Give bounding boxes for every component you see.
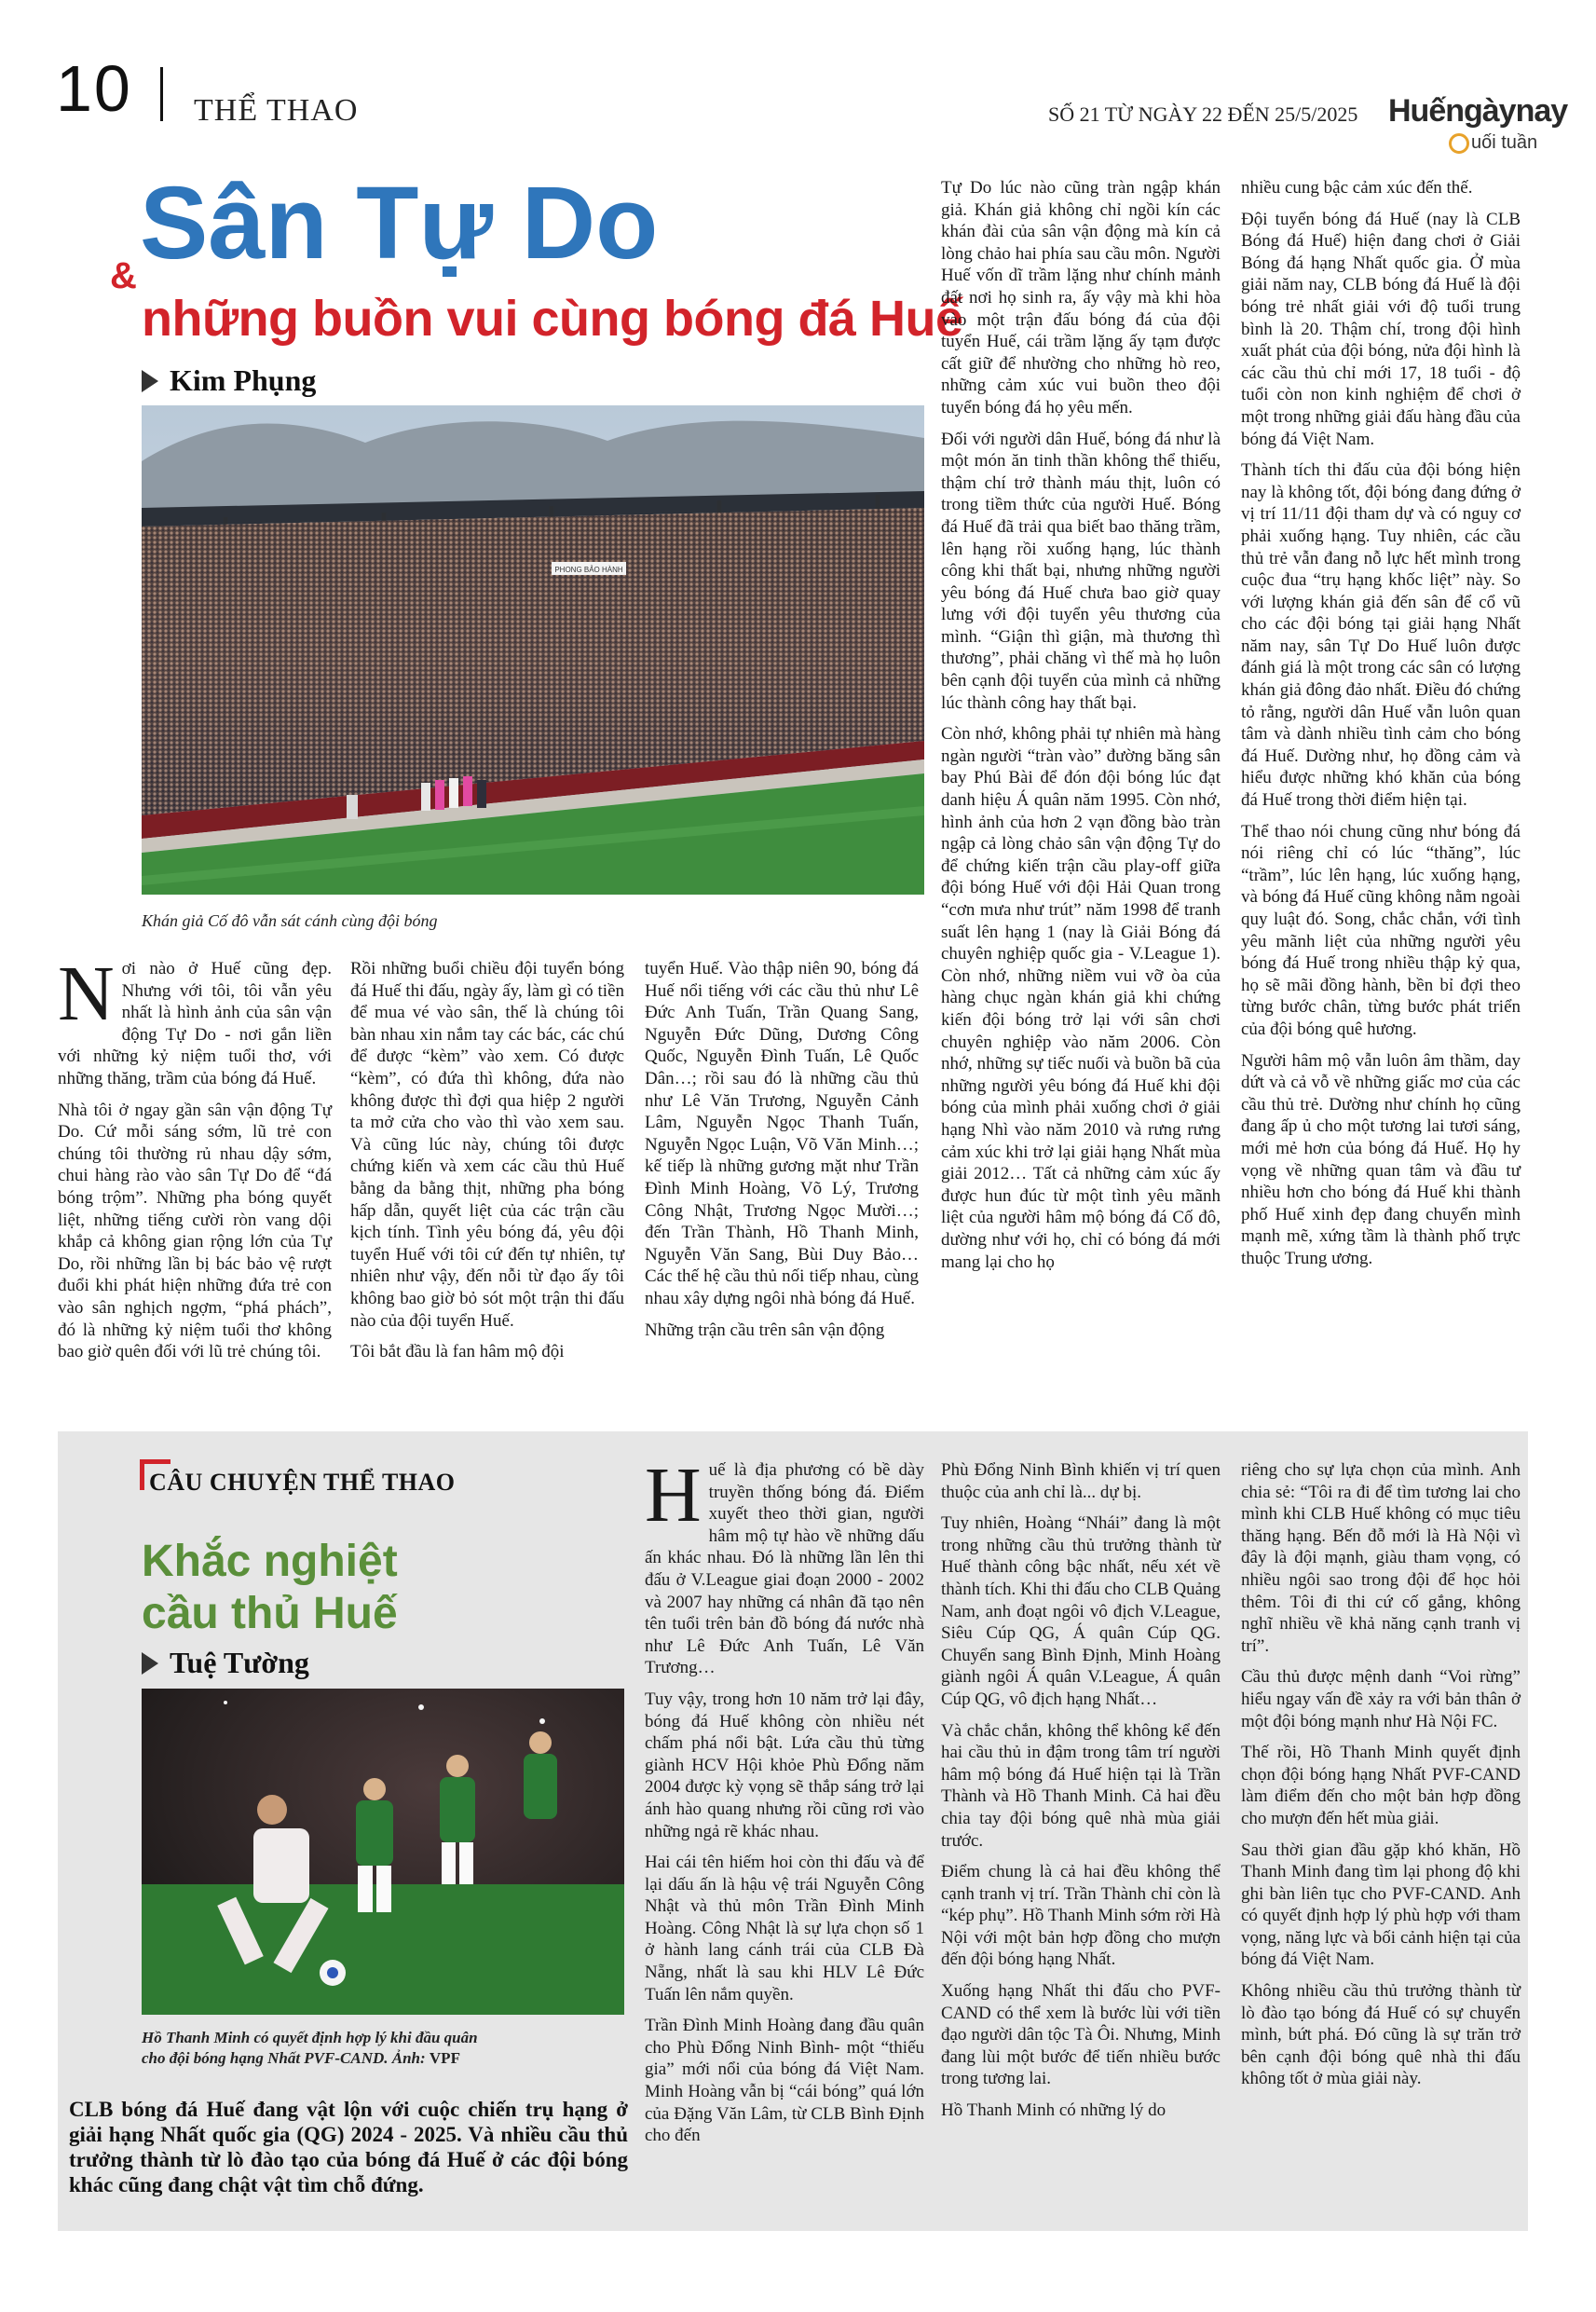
story-title-line-2: cầu thủ Huế — [142, 1589, 398, 1638]
paragraph: Tuy vậy, trong hơn 10 năm trở lại đây, bóng đá Huế không còn nhiều nét chấm phá nổi bật. Lứa cầu thủ từng giành HCV Hội khỏe Phù Đổng năm 2004 được kỳ vọng sẽ thắp sáng trở lại ánh hào quang nhưng rồi cũng rơi vào những ngả rẽ khác nhau. — [645, 1689, 924, 1841]
paragraph: ơi nào ở Huế cũng đẹp. Nhưng với tôi, tôi vẫn yêu nhất là hình ảnh của sân vận động Tự Do - nơi gắn liền với những kỷ niệm tuổi thơ, với những thăng, trầm của bóng đá Huế. — [58, 959, 332, 1088]
paragraph: Thể thao nói chung cũng như bóng đá nói riêng chỉ có lúc “thăng”, lúc “trầm”, lúc lên hạng, lúc xuống hạng, và bóng đá Huế cũng không nằm ngoài quy luật đó. Song, chắc chắn, với tình yêu mãnh liệt của những người yêu bóng đá Huế trong nhiều thập kỷ qua, họ sẽ mãi đồng hành, bền bỉ đợi theo từng bước chân, từng bước phát triển của đội bóng quê hương. — [1241, 821, 1521, 1039]
paragraph: Điểm chung là cả hai đều không thể cạnh tranh vị trí. Trần Thành chỉ còn là “kép phụ”. Hồ Thanh Minh sớm rời Hà Nội với một bản hợp đồng cho mượn đến đội bóng hạng Nhất. — [941, 1862, 1221, 1970]
story-lead: CLB bóng đá Huế đang vật lộn với cuộc chiến trụ hạng ở giải hạng Nhất quốc gia (QG) 2024 - 2025. Và nhiều cầu thủ trưởng thành từ lò đào tạo của bóng đá Huế ở các đội bóng khác cũng đang chật vật tìm chỗ đứng. — [69, 2098, 628, 2196]
drop-cap: H — [645, 1452, 702, 1539]
article1-column-2 — [350, 958, 624, 1373]
article-subtitle: những buồn vui cùng bóng đá Huế — [142, 291, 963, 347]
masthead-logo-sub — [1449, 132, 1537, 154]
article1-column-5 — [1241, 177, 1521, 1279]
masthead-logo: Huếngàynay — [1388, 93, 1568, 129]
story-byline — [142, 1646, 309, 1680]
paragraph: Và chắc chắn, không thể không kể đến hai cầu thủ in đậm trong tâm trí người hâm mộ bóng đá Huế hiện tại là Trần Thành và Hồ Thanh Minh. Cả hai đều chia tay đội bóng quê nhà mùa giải trước. — [941, 1720, 1221, 1851]
section-title: THỂ THAO — [194, 93, 359, 128]
header-divider — [160, 67, 163, 121]
story-title-line-1: Khắc nghiệt — [142, 1537, 398, 1586]
article1-column-3 — [645, 958, 919, 1350]
caption-line-2-text: cho đội bóng hạng Nhất PVF-CAND. Ảnh: — [142, 2049, 430, 2067]
title-ampersand: & — [110, 255, 137, 296]
story-title — [142, 1536, 398, 1640]
play-triangle-icon — [142, 370, 158, 392]
paragraph: Người hâm mộ vẫn luôn âm thầm, day dứt và cả vỗ về những giấc mơ của các cầu thủ trẻ. Dường như chính họ cũng đang ấp ủ cho một tương lai tươi sáng, mới mẻ hơn của bóng đá Huế. Họ hy vọng về những quan tâm và đầu tư nhiều hơn cho bóng đá Huế khi thành phố Huế xinh đẹp đang chuyển mình mạnh mẽ, xứng tầm là thành phố trực thuộc Trung ương. — [1241, 1050, 1521, 1268]
article1-column-4 — [941, 177, 1221, 1282]
paragraph: Những trận cầu trên sân vận động — [645, 1320, 885, 1340]
paragraph: Thế rồi, Hồ Thanh Minh quyết định chọn đội bóng hạng Nhất PVF-CAND làm điểm đến cho một bản hợp đồng cho mượn đến hết mùa giải. — [1241, 1743, 1521, 1828]
stadium-illustration — [142, 405, 924, 895]
paragraph: Tự Do lúc nào cũng tràn ngập khán giả. Khán giả không chỉ ngồi kín các khán đài của sân vận động mà kín cả lòng chảo hai phía sau cầu môn. Người Huế vốn dĩ trầm lặng như chính mảnh đất nơi họ sinh ra, ấy vậy mà khi hòa vào một trận đấu bóng đá của đội tuyển Huế, cái trầm lặng ấy tạm được cất giữ để nhường cho những hò reo, những cảm xúc vui buồn theo đội tuyển bóng đá họ yêu mến. — [941, 178, 1221, 417]
caption-line-1: Hồ Thanh Minh có quyết định hợp lý khi đầu quân — [142, 2029, 478, 2046]
paragraph: Còn nhớ, không phải tự nhiên mà hàng ngàn người “tràn vào” đường băng sân bay Phú Bài để đón đội bóng lúc đạt danh hiệu Á quân năm 1995. Còn nhớ, hình ảnh của hơn 2 vạn đồng bào tràn ngập cả lòng chảo sân vận động Tự do để chứng kiến trận cầu play-off giữa đội bóng Huế với đội Hải Quan trong “cơn mưa như trút” năm 1998 để tranh suất lên hạng 1 (nay là Giải Bóng đá chuyên nghiệp quốc gia - V.League 1). Còn nhớ, những niềm vui vỡ òa của hàng chục ngàn khán giả khi chứng kiến đội bóng trở lại với sân chơi chuyên nghiệp vào năm 2006. Còn nhớ, những sự tiếc nuối và buồn bã của những người yêu bóng đá Huế khi đội bóng của mình phải xuống chơi ở giải hạng Nhì vào năm 2010 và rưng rưng cảm xúc khi trở lại giải hạng Nhất mùa giải 2012… Tất cả những cảm xúc ấy được hun đúc từ một tình yêu mãnh liệt của người hâm mộ bóng đá Cố đô, dường như với họ, chỉ có bóng đá mới mang lại cho họ — [941, 724, 1221, 1272]
drop-cap: N — [58, 951, 115, 1037]
paragraph: riêng cho sự lựa chọn của mình. Anh chia sẻ: “Tôi ra đi để tìm tương lai cho mình khi CLB Huế không có mục tiêu thăng hạng. Bến đỗ mới là Hà Nội vì đây là đội mạnh, giàu tham vọng, có nhiều ngôi sao trong đội để học hỏi thêm. Tôi đi thi cứ cố gắng, không nghĩ nhiều về khả năng cạnh tranh vị trí”. — [1241, 1460, 1521, 1656]
paragraph: Hai cái tên hiếm hoi còn thi đấu và để lại dấu ấn là hậu vệ trái Nguyễn Công Nhật và thủ môn Trần Đình Minh Hoàng. Công Nhật là sự lựa chọn số 1 ở hành lang cánh trái của CLB Đà Nẵng, nhất là sau khi HLV Lê Đức Tuấn lên nắm quyền. — [645, 1853, 924, 2004]
paragraph: tuyển Huế. Vào thập niên 90, bóng đá Huế nổi tiếng với các cầu thủ như Lê Đức Anh Tuấn, Trần Quang Sang, Nguyễn Đức Dũng, Dương Công Quốc, Nguyễn Đình Tuấn, Lê Quốc Dân…; rồi sau đó là những cầu thủ như Lê Văn Trương, Nguyễn Cảnh Lâm, Nguyễn Ngọc Thanh Tuấn, Nguyễn Ngọc Luận, Võ Văn Minh…; kế tiếp là những gương mặt như Trần Đình Minh Hoàng, Võ Lý, Trương Công Nhật, Trương Ngọc Mười…; đến Trần Thành, Hồ Thanh Minh, Nguyễn Văn Sang, Bùi Duy Bảo… Các thế hệ cầu thủ nối tiếp nhau, cùng nhau xây dựng ngôi nhà bóng đá Huế. — [645, 959, 919, 1308]
author-byline — [142, 363, 316, 398]
page-number: 10 — [56, 52, 132, 125]
paragraph: Trần Đình Minh Hoàng đang đầu quân cho Phù Đổng Ninh Bình- một “thiếu gia” mới nổi của bóng đá Việt Nam. Minh Hoàng vẫn bị “cái bóng” quá lớn của Đặng Văn Lâm, từ CLB Bình Định cho đến — [645, 2016, 924, 2146]
paragraph: Tuy nhiên, Hoàng “Nhái” đang là một trong những cầu thủ trưởng thành từ Huế thành công bậc nhất, nếu xét về thành tích. Khi thi đấu cho CLB Quảng Nam, anh đoạt ngôi vô địch V.League, Siêu Cúp QG, Á quân Cúp QG. Chuyển sang Bình Định, Minh Hoàng giành ngôi Á quân V.League, Á quân Cúp QG, vô địch hạng Nhất… — [941, 1513, 1221, 1709]
paragraph: Xuống hạng Nhất thi đấu cho PVF-CAND có thể xem là bước lùi với tiền đạo người dân tộc Tà Ôi. Nhưng, Minh đang lùi một bước để tiến nhiều bước trong tương lai. — [941, 1981, 1221, 2089]
article2-column-3 — [1241, 1459, 1521, 2100]
logo-circle-icon — [1449, 133, 1469, 154]
photo-caption: Khán giả Cố đô vẫn sát cánh cùng đội bóng — [142, 911, 438, 930]
paragraph: Đối với người dân Huế, bóng đá như là một món ăn tinh thần không thể thiếu, thậm chí trở thành máu thịt, luôn có trong tiềm thức của người Huế. Bóng đá Huế đã trải qua biết bao thăng trầm, lên hạng rồi xuống hạng, lúc thành công khi thất bại, nhưng những người yêu bóng đá Huế chưa bao giờ quay lưng với đội tuyển yêu thương của mình. “Giận thì giận, mà thương thì thương”, phải chăng vì thế mà họ luôn bên cạnh đội tuyển của mình cả những lúc thành công hay thất bại. — [941, 429, 1221, 713]
article2-column-2 — [941, 1459, 1221, 2131]
paragraph: Phù Đổng Ninh Bình khiến vị trí quen thuộc của anh chỉ là... dự bị. — [941, 1460, 1221, 1502]
stadium-sign: PHONG BẢO HÀNH — [554, 566, 623, 574]
football-match-illustration — [142, 1689, 624, 2015]
paragraph: nhiều cung bậc cảm xúc đến thế. — [1241, 178, 1473, 198]
play-triangle-icon — [142, 1652, 158, 1675]
story-kicker: CÂU CHUYỆN THỂ THAO — [149, 1469, 456, 1496]
paragraph: Thành tích thi đấu của đội bóng hiện nay là không tốt, đội bóng đang đứng ở vị trí 11/11 đội tham dự và có nguy cơ phải xuống hạng. Tuy nhiên, các cầu thủ trẻ vẫn đang nỗ lực hết mình trong cuộc đua “trụ hạng khốc liệt” này. So với lượng khán giả đến sân để cổ vũ cho các đội bóng tại giải hạng Nhất năm nay, sân Tự Do Huế luôn được đánh giá là một trong các sân có lượng khán giả đông đảo nhất. Điều đó chứng tỏ rằng, người dân Huế vẫn luôn quan tâm và dành nhiều tình cảm cho bóng đá Huế. Dường như, họ đồng cảm và hiểu được những khó khăn của bóng đá Huế trong thời điểm hiện tại. — [1241, 460, 1521, 811]
issue-info: SỐ 21 TỪ NGÀY 22 ĐẾN 25/5/2025 — [1048, 103, 1358, 126]
photo-credit: VPF — [429, 2049, 460, 2067]
paragraph: Đội tuyển bóng đá Huế (nay là CLB Bóng đá Huế) hiện đang chơi ở Giải Bóng đá hạng Nhất quốc gia. Ở mùa giải năm nay, CLB bóng đá Huế là đội bóng trẻ nhất giải với độ tuổi trung bình là 20. Thậm chí, trong đội hình xuất phát của đội bóng, nửa đội hình là các cầu thủ chỉ mới 17, 18 tuổi - độ tuổi còn non kinh nghiệm để chơi ở một trong những giải đấu hàng đầu của bóng đá Việt Nam. — [1241, 209, 1521, 449]
paragraph: Sau thời gian đầu gặp khó khăn, Hồ Thanh Minh đang tìm lại phong độ khi ghi bàn liên tục cho PVF-CAND. Anh có quyết định hợp lý phù hợp với tham vọng, năng lực và bối cảnh hiện tại của bóng đá Việt Nam. — [1241, 1840, 1521, 1970]
article-title: Sân Tự Do — [140, 166, 659, 280]
caption-line-2 — [142, 2048, 478, 2069]
paragraph: Tôi bắt đầu là fan hâm mộ đội — [350, 1342, 565, 1362]
article2-column-1 — [645, 1452, 924, 2156]
paragraph: Rồi những buổi chiều đội tuyển bóng đá Huế thi đấu, ngày ấy, làm gì có tiền để mua vé vào sân, thế là chúng tôi bàn nhau xin nắm tay các bác, các chú để được “kèm” vào xem. Có được “kèm”, có đứa thì không, đứa nào không được thì đợi qua hiệp 2 người ta mở cửa cho vào thì vào xem sau. Và cũng lúc này, chúng tôi được chứng kiến và xem các cầu thủ Huế bằng da bằng thịt, những pha bóng hấp dẫn, quyết liệt của các trận cầu kịch tính. Tình yêu bóng đá, yêu đội tuyển Huế với tôi cứ đến tự nhiên, tự nhiên như vậy, đến nỗi từ đạo ấy tôi không bao giờ bỏ sót một trận thi đấu nào của đội tuyển Huế. — [350, 959, 624, 1331]
paragraph: Hồ Thanh Minh có những lý do — [941, 2100, 1166, 2121]
paragraph: Cầu thủ được mệnh danh “Voi rừng” hiểu ngay vấn đề xảy ra với bản thân ở một đội bóng mạnh như Hà Nội FC. — [1241, 1667, 1521, 1731]
article1-column-1 — [58, 951, 332, 1373]
stadium-photo — [142, 405, 924, 895]
logo-sub-text: uối tuần — [1471, 132, 1538, 153]
paragraph: Không nhiều cầu thủ trưởng thành từ lò đào tạo bóng đá Huế có sự chuyển mình, bứt phá. Đó cũng là sự trăn trở bên cạnh đội bóng quê nhà thi đấu không tốt ở mùa giải này. — [1241, 1981, 1521, 2089]
story-author: Tuệ Tường — [170, 1646, 309, 1679]
paragraph: Nhà tôi ở ngay gần sân vận động Tự Do. Cứ mỗi sáng sớm, lũ trẻ con chúng tôi thường rủ nhau dậy sớm, chui hàng rào vào sân Tự Do để “đá bóng trộm”. Những pha bóng quyết liệt, những tiếng cười ròn vang dội khắp cả không gian rộng lớn của Tự Do, rồi những lần bị bác bảo vệ rượt đuổi khi phát hiện những đứa trẻ con vào sân nghịch ngợm, “phá phách”, đó là những kỷ niệm tuổi thơ không bao giờ quên đối với lũ trẻ chúng tôi. — [58, 1100, 332, 1362]
paragraph: uế là địa phương có bề dày truyền thống bóng đá. Điểm xuyết theo thời gian, người hâm mộ tự hào về những dấu ấn khác nhau. Đó là những lần lên thi đấu ở V.League giai đoạn 2000 - 2002 và 2007 hay những cá nhân đã tạo nên tên tuổi trên bản đồ bóng đá nước nhà như Lê Đức Anh Tuấn, Lê Văn Trương… — [645, 1460, 924, 1678]
match-photo — [142, 1689, 624, 2015]
story-photo-caption — [142, 2028, 478, 2069]
author-name: Kim Phụng — [170, 363, 317, 397]
